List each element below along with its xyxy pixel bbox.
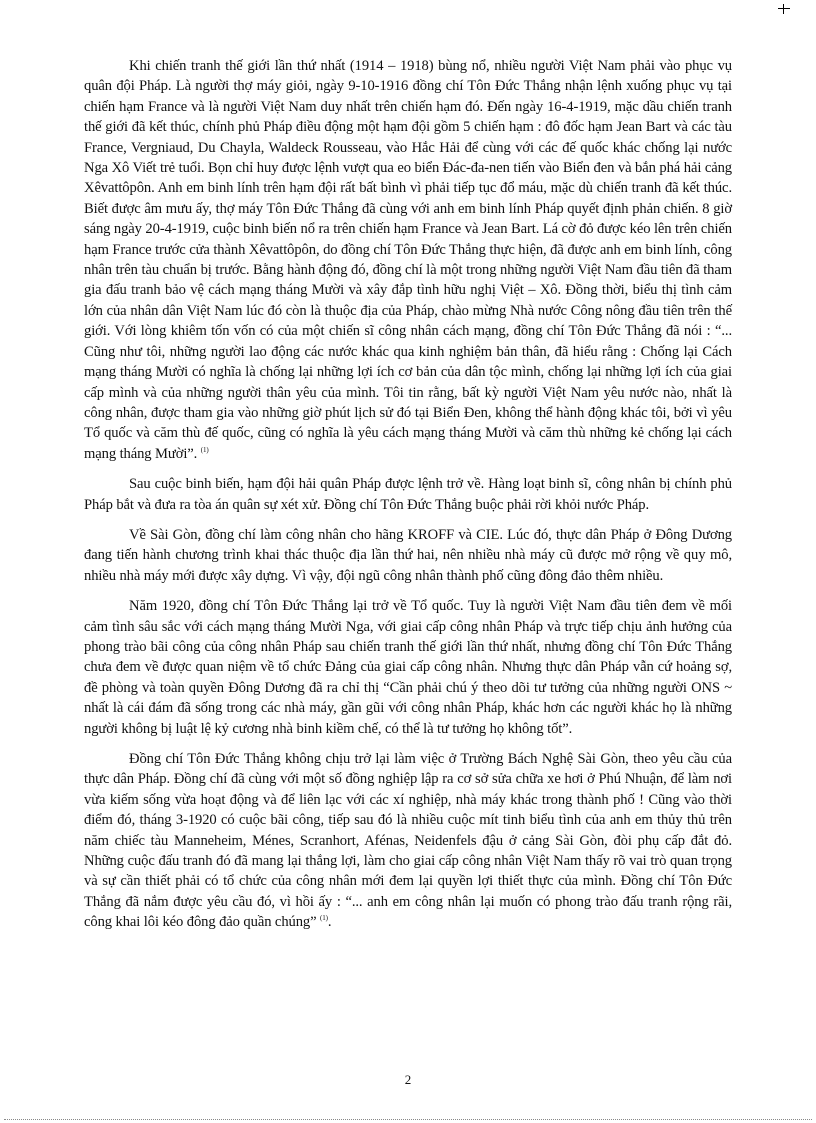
paragraph-1-text: Khi chiến tranh thế giới lần thứ nhất (1914 – 1918) bùng nổ, nhiều người Việt Nam phải vào phục vụ quân đội Pháp. Là người thợ máy giỏi, ngày 9-10-1916 đồng chí Tôn Đức Thắng nhận lệnh xuống phục vụ tại chiến hạm France và là người Việt Nam duy nhất trên chiến hạm đó. Đến ngày 16-4-1919, mặc dầu chiến tranh thế giới đã kết thúc, chính phủ Pháp điều động một hạm đội gồm 5 chiến hạm : đô đốc hạm Jean Bart và các tàu France, Vergniaud, Du Chayla, Waldeck Rousseau, vào Hắc Hải để cùng với các đế quốc khác chống lại nước Nga Xô Viết trẻ tuổi. Bọn chỉ huy được lệnh vượt qua eo biển Đác-đa-nen tiến vào Biển đen và bắn phá hải cảng Xêvattôpôn. Anh em binh lính trên hạm đội rất bất bình vì phải tiếp tục đổ máu, mặc dù chiến tranh đã kết thúc. Biết được âm mưu ấy, thợ máy Tôn Đức Thắng đã cùng với anh em binh lính Pháp quyết định phản chiến. 8 giờ sáng ngày 20-4-1919, cuộc binh biến nổ ra trên chiến hạm France và Jean Bart. Lá cờ đỏ được kéo lên trên chiến hạm France trước cửa thành Xêvattôpôn, do đồng chí Tôn Đức Thắng thực hiện, đã được anh em binh lính, công nhân trên tàu chuẩn bị trước. Bằng hành động đó, đồng chí là một trong những người Việt Nam đầu tiên đã tham gia đấu tranh bảo vệ cách mạng tháng Mười và xây đắp tình hữu nghị Việt – Xô. Đồng thời, biểu thị tình cảm lớn của nhân dân Việt Nam lúc đó còn là thuộc địa của Pháp, chào mừng Nhà nước Công nông đầu tiên trên thế giới. Với lòng khiêm tốn vốn có của một chiến sĩ công nhân cách mạng, đồng chí Tôn Đức Thắng đã nói : “... Cũng như tôi, những người lao động các nước khác qua kinh nghiệm bản thân, đã hiểu rằng : Chống lại Cách mạng tháng Mười có nghĩa là chống lại những lợi ích cơ bản của dân tộc mình, chống lại những lợi ích của giai cấp mình và của những người thân yêu của mình. Tôi tin rằng, bất kỳ người Việt Nam yêu nước nào, nhất là công nhân, được tham gia vào những giờ phút lịch sử đó tại Biển Đen, không thể hành động khác tôi, bởi vì yêu Tổ quốc và căm thù đế quốc, cũng có nghĩa là yêu cách mạng tháng Mười và căm thù những kẻ chống lại cách mạng tháng Mười”. bbox=[84, 58, 732, 462]
page-edge-divider bbox=[4, 1119, 812, 1120]
paragraph-5: Đồng chí Tôn Đức Thắng không chịu trở lại làm việc ở Trường Bách Nghệ Sài Gòn, theo yêu cầu của thực dân Pháp. Đồng chí đã cùng với một số đồng nghiệp lập ra cơ sở sửa chữa xe hơi ở Phú Nhuận, để làm nơi vừa kiếm sống vừa hoạt động và để liên lạc với các xí nghiệp, nhà máy khác trong thành phố ! Cũng vào thời điểm đó, tháng 3-1920 có cuộc bãi công, tiếp sau đó là nhiều cuộc mít tinh biểu tình của anh em thủy thủ trên năm chiếc tàu Manneheim, Ménes, Scranhort, Afénas, Neidenfels đậu ở cảng Sài Gòn, đòi phụ cấp đắt đỏ. Những cuộc đấu tranh đó đã mang lại thắng lợi, làm cho giai cấp công nhân Việt Nam thấy rõ vai trò quan trọng và sự cần thiết phải có tổ chức của công nhân mới đem lại quyền lợi thiết thực của mình. Đồng chí Tôn Đức Thắng đã nắm được yêu cầu đó, vì hồi ấy : “... anh em công nhân lại muốn có phong trào đấu tranh rộng rãi, công khai lôi kéo đông đảo quần chúng” $^{(1)}$. bbox=[84, 751, 732, 931]
paragraph-1 bbox=[84, 56, 732, 464]
paragraph-3 bbox=[84, 525, 732, 586]
crop-mark bbox=[783, 4, 794, 14]
paragraph-5-text: Đồng chí Tôn Đức Thắng không chịu trở lại làm việc ở Trường Bách Nghệ Sài Gòn, theo yêu cầu của thực dân Pháp. Đồng chí đã cùng với một số đồng nghiệp lập ra cơ sở sửa chữa xe hơi ở Phú Nhuận, để làm nơi vừa kiếm sống vừa hoạt động và để liên lạc với các xí nghiệp, nhà máy khác trong thành phố ! Cũng vào thời điểm đó, tháng 3-1920 có cuộc bãi công, tiếp sau đó là nhiều cuộc mít tinh biểu tình của anh em thủy thủ trên năm chiếc tàu Manneheim, Ménes, Scranhort, Afénas, Neidenfels đậu ở cảng Sài Gòn, đòi phụ cấp đắt đỏ. Những cuộc đấu tranh đó đã mang lại thắng lợi, làm cho giai cấp công nhân Việt Nam thấy rõ vai trò quan trọng và sự cần thiết phải có tổ chức của công nhân mới đem lại quyền lợi thiết thực của mình. Đồng chí Tôn Đức Thắng đã nắm được yêu cầu đó, vì hồi ấy : “... anh em công nhân lại muốn có phong trào đấu tranh rộng rãi, công khai lôi kéo đông đảo quần chúng” bbox=[84, 751, 732, 931]
footnote-ref: (1) bbox=[320, 914, 328, 923]
page-number: 2 bbox=[404, 1072, 412, 1087]
document-body bbox=[84, 56, 732, 943]
paragraph-4 bbox=[84, 596, 732, 739]
paragraph-3-text: Về Sài Gòn, đồng chí làm công nhân cho hãng KROFF và CIE. Lúc đó, thực dân Pháp ở Đông Dương đang tiến hành chương trình khai thác thuộc địa lần thứ hai, nên nhiều nhà máy cũ được mở rộng về quy mô, nhiều nhà máy mới được xây dựng. Vì vậy, đội ngũ công nhân thành phố cũng đông đảo thêm nhiều. bbox=[84, 526, 732, 584]
footnote-ref: (1) bbox=[200, 445, 209, 454]
paragraph-4-text: Năm 1920, đồng chí Tôn Đức Thắng lại trở về Tổ quốc. Tuy là người Việt Nam đầu tiên đem về mối cảm tình sâu sắc với cách mạng tháng Mười Nga, với giai cấp công nhân Pháp và trực tiếp chịu ảnh hưởng của phong trào bãi công của công nhân Pháp sau chiến tranh thế giới lần thứ nhất, nhưng đồng chí Tôn Đức Thắng chưa đem về được quan niệm về tổ chức Đảng của giai cấp công nhân. Nhưng thực dân Pháp vẫn cứ hoảng sợ, đề phòng và toàn quyền Đông Dương đã ra chỉ thị “Cần phải chú ý theo dõi tư tưởng của những người ONS ~ nhất là cái đám đã sống trong các nhà máy, gần gũi với công nhân Pháp, khác hơn các người khác họ là những người không bị luật lệ kỷ cương nhà binh kiềm chế, có thể là tư tưởng họ không tốt”. bbox=[84, 598, 732, 737]
paragraph-2 bbox=[84, 474, 732, 515]
paragraph-2-text: Sau cuộc binh biến, hạm đội hải quân Pháp được lệnh trở về. Hàng loạt binh sĩ, công nhân bị chính phủ Pháp bắt và đưa ra tòa án quân sự xét xử. Đồng chí Tôn Đức Thắng buộc phải rời khỏi nước Pháp. bbox=[84, 476, 732, 513]
